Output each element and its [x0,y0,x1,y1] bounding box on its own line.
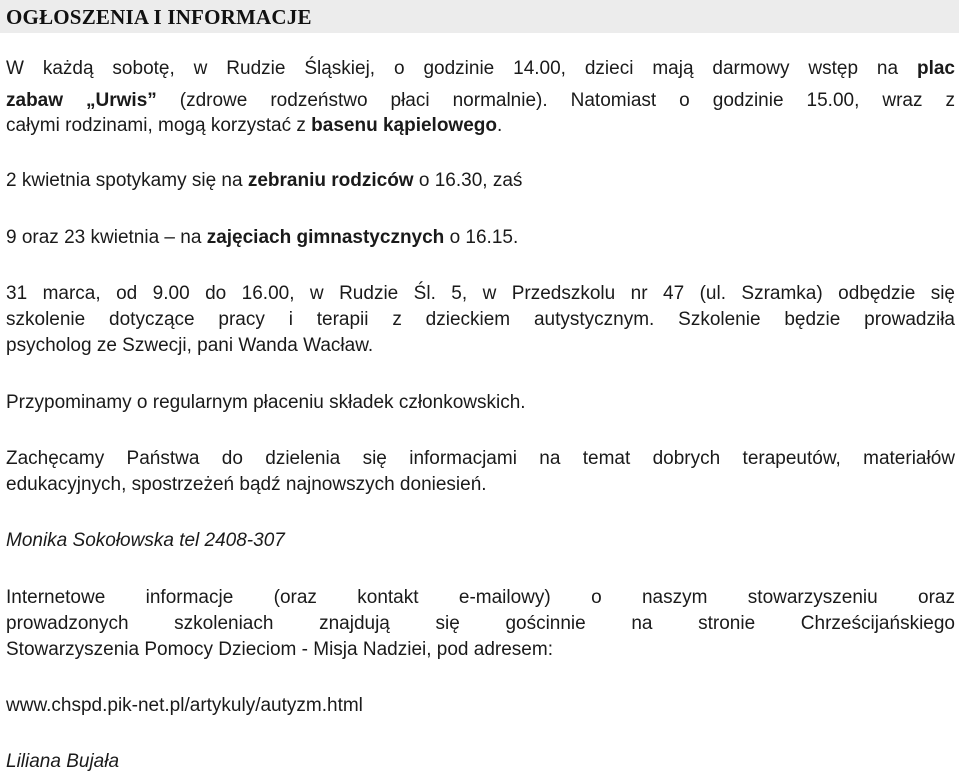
paragraph-1-bold-1: plac [916,58,955,79]
paragraph-1-line-3 [6,113,502,139]
paragraph-2 [6,168,522,194]
paragraph-4-line-1: 31 marca, od 9.00 do 16.00, w Rudzie Śl. 5, w Przedszkolu nr 47 (ul. Szramka) odbędzie się [6,283,955,304]
paragraph-7-line-2: prowadzonych szkoleniach znajdują się gościnnie na stronie Chrześcijańskiego [6,613,955,634]
signature-text: Liliana Bujała [6,751,120,772]
paragraph-3-bold-1: zajęciach gimnastycznych [206,227,445,248]
paragraph-1-text-1: W każdą sobotę, w Rudzie Śląskiej, o godzinie 14.00, dzieci mają darmowy wstęp na [6,58,917,79]
paragraph-2-bold-1: zebraniu rodziców [247,170,414,191]
paragraph-1-line-2 [6,88,955,114]
paragraph-1-text-4: . [496,115,503,136]
title-bar [0,0,959,33]
paragraph-2-text-1: 2 kwietnia spotykamy się na [6,170,248,191]
paragraph-1-bold-3: basenu kąpielowego [311,115,497,136]
paragraph-7-line-3: Stowarzyszenia Pomocy Dzieciom - Misja Nadziei, pod adresem: [6,639,553,660]
paragraph-3-text-2: o 16.15. [444,227,519,248]
website-url: www.chspd.pik-net.pl/artykuly/autyzm.html [6,695,363,716]
paragraph-4-line-3: psycholog ze Szwecji, pani Wanda Wacław. [6,335,374,356]
paragraph-5: Przypominamy o regularnym płaceniu składek członkowskich. [6,392,526,413]
paragraph-1-text-3: całymi rodzinami, mogą korzystać z [6,115,312,136]
paragraph-3 [6,225,518,251]
paragraph-6-line-1: Zachęcamy Państwa do dzielenia się informacjami na temat dobrych terapeutów, materiałów [6,448,955,469]
paragraph-3-text-1: 9 oraz 23 kwietnia – na [6,227,207,248]
paragraph-6-line-2: edukacyjnych, spostrzeżeń bądź najnowszych doniesień. [6,474,487,495]
paragraph-1-text-2: (zdrowe rodzeństwo płaci normalnie). Natomiast o godzinie 15.00, wraz z [156,90,955,111]
contact-line [6,528,285,554]
paragraph-1-bold-2: zabaw „Urwis” [6,90,157,111]
paragraph-4-line-2: szkolenie dotyczące pracy i terapii z dzieckiem autystycznym. Szkolenie będzie prowadziła [6,309,955,330]
paragraph-2-text-2: o 16.30, zaś [413,170,523,191]
page-title: OGŁOSZENIA I INFORMACJE [6,5,312,29]
paragraph-1-line-1 [6,56,955,82]
paragraph-7-line-1: Internetowe informacje (oraz kontakt e-mailowy) o naszym stowarzyszeniu oraz [6,587,955,608]
signature-line [6,749,119,775]
contact-text: Monika Sokołowska tel 2408-307 [6,530,285,551]
